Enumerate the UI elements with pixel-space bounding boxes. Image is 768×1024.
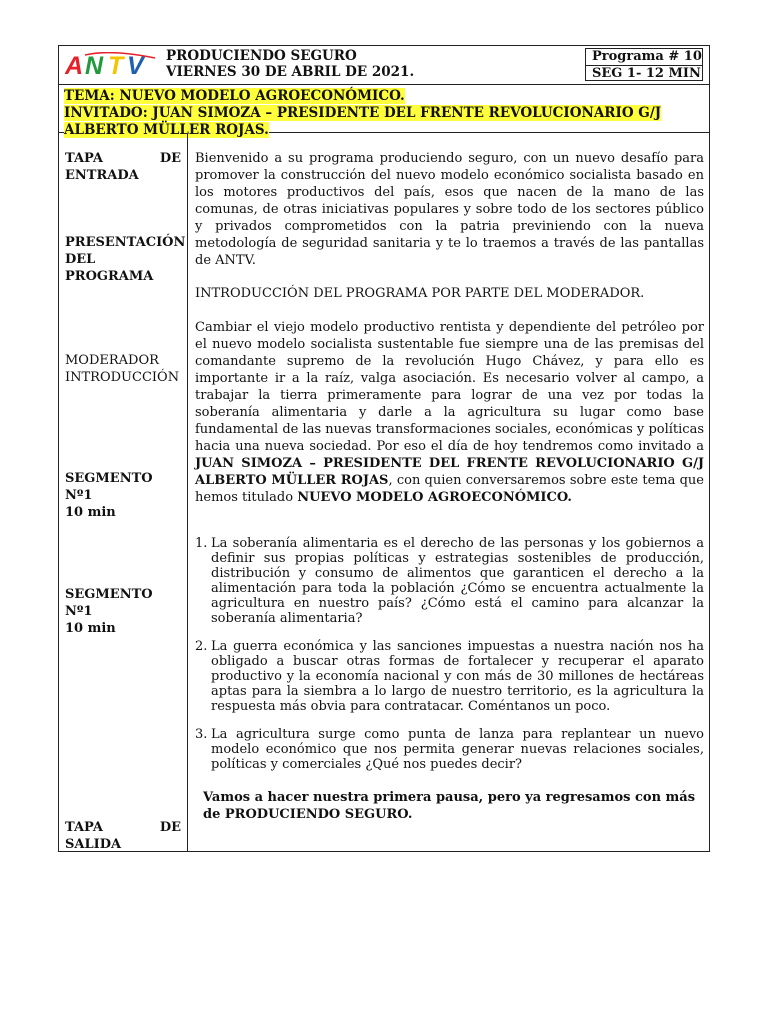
program-number: Programa # 10	[592, 49, 702, 64]
header-row	[59, 46, 709, 85]
question-item	[195, 536, 704, 626]
question-number: 2.	[195, 639, 208, 654]
script-sheet	[58, 45, 710, 852]
question-number: 1.	[195, 536, 208, 551]
intro-text-2: , con quien conversaremos sobre este tema que hemos titulado	[195, 473, 704, 505]
antv-logo	[65, 52, 157, 78]
label-segmento-1a	[65, 470, 181, 521]
show-date: VIERNES 30 DE ABRIL DE 2021.	[166, 64, 415, 80]
question-item	[195, 639, 704, 714]
label-word: 10 min	[65, 621, 116, 636]
topic-row	[59, 85, 709, 138]
question-item	[195, 727, 704, 772]
label-tapa-salida	[65, 819, 181, 853]
guest-line: INVITADO: JUAN SIMOZA – PRESIDENTE DEL FRENTE REVOLUCIONARIO G/J	[64, 105, 662, 121]
section-labels-column	[59, 133, 188, 851]
program-title-bold: NUEVO MODELO AGROECONÓMICO.	[297, 490, 572, 505]
script-body	[59, 133, 709, 851]
label-word: 10 min	[65, 505, 116, 520]
label-word: SEGMENTO Nº1	[65, 471, 153, 503]
question-text: La soberanía alimentaria es el derecho de las personas y los gobiernos a definir sus propias políticas y estrategias sostenibles de producción, distribución y consumo de alimentos que garanticen el derecho a la alimentación para toda la población ¿Cómo se encuentra actualmente la agricultura en nuestro país? ¿Cómo está el camino para alcanzar la soberanía alimentaria?	[211, 536, 704, 626]
label-word: DE	[159, 820, 181, 835]
closing-line: Vamos a hacer nuestra primera pausa, pero ya regresamos con más de PRODUCIENDO SEGURO.	[203, 790, 696, 822]
label-presentacion	[65, 234, 186, 285]
label-segmento-1b	[65, 586, 181, 637]
svg-text:T: T	[108, 52, 124, 78]
label-word: MODERADOR	[65, 353, 159, 368]
intro-heading: INTRODUCCIÓN DEL PROGRAMA POR PARTE DEL MODERADOR.	[195, 286, 645, 301]
guest-name-bold: JUAN SIMOZA – PRESIDENTE DEL FRENTE REVOLUCIONARIO G/J ALBERTO MÜLLER ROJAS	[195, 456, 704, 488]
label-word: SEGMENTO Nº1	[65, 587, 153, 619]
label-word: PRESENTACIÓN	[65, 235, 186, 250]
label-word: PROGRAMA	[65, 269, 154, 284]
segment-info: SEG 1- 12 MIN	[586, 65, 702, 82]
show-name: PRODUCIENDO SEGURO	[166, 48, 357, 64]
label-tapa-entrada	[65, 150, 181, 184]
label-word: SALIDA	[65, 837, 122, 852]
svg-text:N: N	[85, 52, 104, 78]
label-word: TAPA	[65, 151, 103, 166]
svg-text:A: A	[65, 52, 84, 78]
guest-line-2: ALBERTO MÜLLER ROJAS.	[64, 122, 269, 138]
header-text	[166, 48, 414, 80]
label-word: DEL	[65, 252, 96, 267]
intro-text: Cambiar el viejo modelo productivo rentista y dependiente del petróleo por el nuevo modelo socialista sustentable fue siempre una de las premisas del comandante supremo de la revolución Hugo Chávez, y para ello es importante ir a la raíz, valga asociación. Es necesario volver al campo, a trabajar la tierra primeramente para lograr de una vez por todas la soberanía alimentaria y darle a la agricultura su lugar como base fundamental de las nuevas transformaciones sociales, económicas y políticas hacia una nueva sociedad. Por eso el día de hoy tendremos como invitado a	[195, 320, 704, 454]
question-text: La guerra económica y las sanciones impuestas a nuestra nación nos ha obligado a buscar otras formas de fortalecer y recuperar el aparato productivo y la economía nacional y con más de 30 millones de hectáreas aptas para la siembra a lo largo de nuestro territorio, es la agricultura la respuesta más obvia para contratacar. Coméntanos un poco.	[211, 639, 704, 714]
question-text: La agricultura surge como punta de lanza para replantear un nuevo modelo económico que nos permita generar nuevas relaciones sociales, políticas y comerciales ¿Qué nos puedes decir?	[211, 727, 704, 772]
label-moderador	[65, 352, 181, 386]
intro-paragraph	[195, 319, 704, 506]
label-word: ENTRADA	[65, 168, 139, 183]
label-word: INTRODUCCIÓN	[65, 370, 180, 385]
topic-title: TEMA: NUEVO MODELO AGROECONÓMICO.	[64, 88, 405, 104]
welcome-paragraph: Bienvenido a su programa produciendo seguro, con un nuevo desafío para promover la construcción del nuevo modelo económico socialista basado en los motores productivos del país, esos que nacen de la mano de las comunas, de otras iniciativas populares y sobre todo de los sectores público y privados comprometidos con la patria previniendo con la nueva metodología de seguridad sanitaria y te lo traemos a través de las pantallas de ANTV.	[195, 151, 704, 268]
svg-text:V: V	[127, 52, 144, 78]
question-number: 3.	[195, 727, 208, 742]
label-word: DE	[159, 151, 181, 166]
label-word: TAPA	[65, 820, 103, 835]
program-box	[585, 48, 703, 81]
